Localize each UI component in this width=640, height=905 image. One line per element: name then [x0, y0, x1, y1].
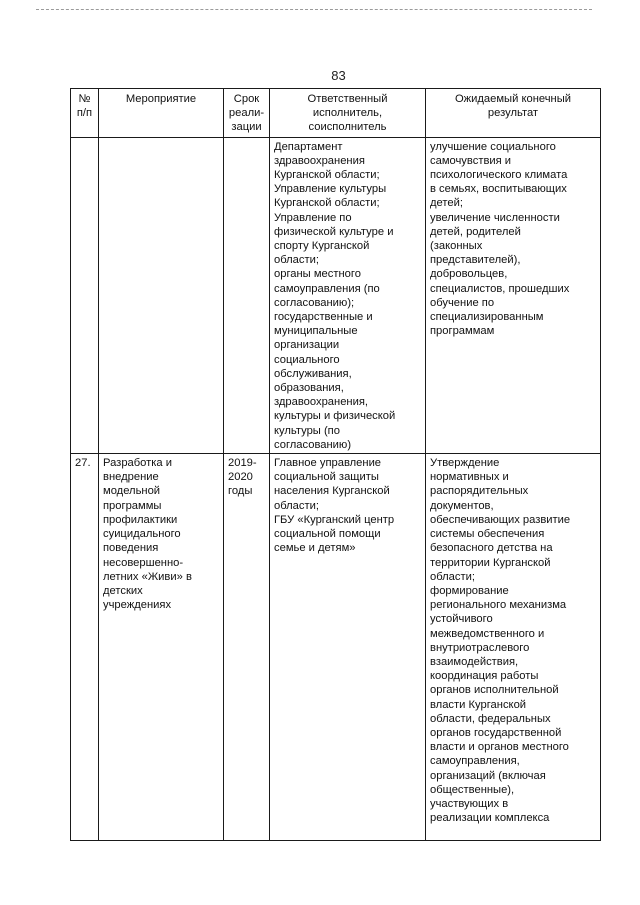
table-row	[71, 137, 601, 453]
header-responsible: Ответственный исполнитель, соисполнитель	[270, 89, 426, 138]
cell-activity: Разработка и внедрение модельной программы профилактики суицидального поведения несовершенно- летних «Живи» в детских учреждениях	[99, 454, 224, 841]
cell-num: 27.	[71, 454, 99, 841]
page-number: 83	[331, 68, 346, 83]
cell-term: 2019- 2020 годы	[224, 454, 270, 841]
cell-num	[71, 137, 99, 453]
scan-top-edge-line	[36, 9, 592, 10]
cell-responsible: Главное управление социальной защиты населения Курганской области; ГБУ «Курганский центр социальной помощи семье и детям»	[270, 454, 426, 841]
header-num: № п/п	[71, 89, 99, 138]
cell-result: Утверждение нормативных и распорядительных документов, обеспечивающих развитие системы обеспечения безопасного детства на территории Курганской области; формирование регионального механизма устойчивого межведомственного и внутриотраслевого взаимодействия, координация работы органов исполнительной власти Курганской области, федеральных органов государственной власти и органов местного самоуправления, организаций (включая общественные), участвующих в реализации комплекса	[426, 454, 601, 841]
cell-activity	[99, 137, 224, 453]
cell-responsible: Департамент здравоохранения Курганской области; Управление культуры Курганской области; Управление по физической культуре и спорту Курганской области; органы местного самоуправления (по согласованию); государственные и муниципальные организации социального обслуживания, образования, здравоохранения, культуры и физической культуры (по согласованию)	[270, 137, 426, 453]
header-activity: Мероприятие	[99, 89, 224, 138]
header-result: Ожидаемый конечный результат	[426, 89, 601, 138]
cell-term	[224, 137, 270, 453]
table-header-row	[71, 89, 601, 138]
cell-result: улучшение социального самочувствия и психологического климата в семьях, воспитывающих детей; увеличение численности детей, родителей (законных представителей), добровольцев, специалистов, прошедших обучение по специализированным программам	[426, 137, 601, 453]
header-term: Срок реали- зации	[224, 89, 270, 138]
activities-table	[70, 88, 601, 841]
table-row	[71, 454, 601, 841]
